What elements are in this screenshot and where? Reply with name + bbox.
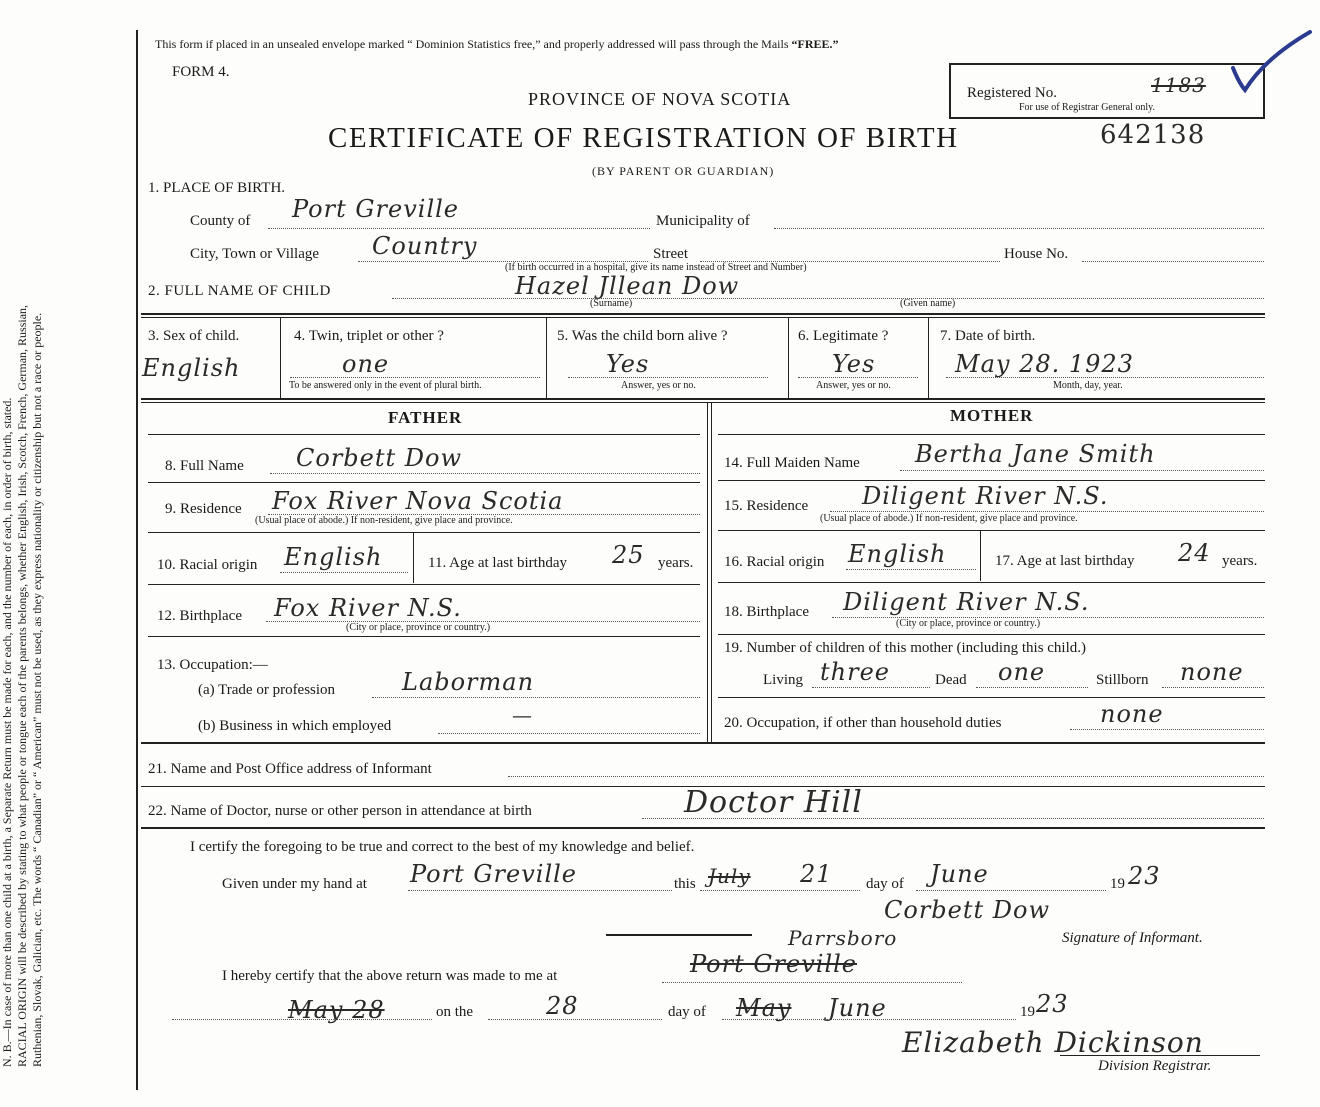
given-name-note: (Given name) [900,298,956,309]
registered-number-box [949,63,1265,119]
county-label: County of [190,213,251,229]
children-count-label: 19. Number of children of this mother (including this child.) [724,640,1087,656]
father-birthplace-label: 12. Birthplace [157,608,242,624]
alive-note: Answer, yes or no. [621,380,696,391]
alive-value: Yes [606,350,650,378]
dob-note: Month, day, year. [1053,380,1123,391]
informant-label: 21. Name and Post Office address of Informant [148,761,432,777]
given-place-value: Port Greville [410,860,578,888]
twin-label: 4. Twin, triplet or other ? [294,328,444,344]
sex-label: 3. Sex of child. [148,328,240,344]
father-birthplace-value: Fox River N.S. [274,594,462,622]
informant-signature-label: Signature of Informant. [1062,930,1203,946]
legitimate-label: 6. Legitimate ? [798,328,889,344]
mother-residence-label: 15. Residence [724,498,809,514]
father-race-label: 10. Racial origin [157,557,258,573]
form-number: FORM 4. [172,64,230,80]
business-label: (b) Business in which employed [198,718,392,734]
registrar-label: Division Registrar. [1098,1058,1212,1074]
page-title: CERTIFICATE OF REGISTRATION OF BIRTH [328,122,959,154]
postal-free: “FREE.” [791,37,839,51]
check-mark-icon [1225,28,1315,98]
reg-month-value: June [828,994,887,1022]
reg-year-prefix: 19 [1020,1004,1035,1020]
father-years-label: years. [658,555,694,571]
return-label: I hereby certify that the above return was made to me at [222,968,558,984]
father-age-label: 11. Age at last birthday [428,555,567,571]
mother-occupation-value: none [1100,700,1164,728]
street-label: Street [653,246,688,262]
registrar-use-note: For use of Registrar General only. [1019,102,1155,113]
father-age-value: 25 [612,541,645,569]
county-value: Port Greville [292,195,460,223]
mother-birthplace-value: Diligent River N.S. [843,588,1090,616]
father-race-value: English [284,543,383,571]
dob-value: May 28. 1923 [955,350,1134,378]
registered-value: 1183 [1151,73,1206,97]
trade-value: Laborman [402,668,535,696]
father-residence-label: 9. Residence [165,501,242,517]
reg-day-value: 28 [546,992,579,1020]
mother-birthplace-note: (City or place, province or country.) [896,618,1041,629]
margin-line-3: RACIAL ORIGIN will be described by stating to what people or tongue each of the parents belongs, whether English, Irish, Scotch, French, German, Russian, [15,304,29,1067]
house-label: House No. [1004,246,1069,262]
alive-label: 5. Was the child born alive ? [557,328,728,344]
given-under-label: Given under my hand at [222,876,367,892]
father-residence-value: Fox River Nova Scotia [272,487,564,515]
mother-occupation-label: 20. Occupation, if other than household duties [724,715,1002,731]
father-name-label: 8. Full Name [165,458,244,474]
mother-name-value: Bertha Jane Smith [915,440,1156,468]
mother-race-label: 16. Racial origin [724,554,825,570]
on-the-label: on the [436,1004,474,1020]
reg-year-value: 23 [1036,990,1069,1018]
mother-age-value: 24 [1178,539,1211,567]
twin-note: To be answered only in the event of plural birth. [289,380,482,391]
certificate-number: 642138 [1100,120,1206,150]
mother-name-label: 14. Full Maiden Name [724,455,860,471]
place-of-birth-label: 1. PLACE OF BIRTH. [148,180,286,196]
surname-note: (Surname) [590,298,633,309]
registered-label: Registered No. [967,85,1057,101]
business-value: — [512,703,533,727]
living-value: three [820,658,890,686]
return-place-above: Parrsboro [788,926,898,950]
dead-label: Dead [935,672,967,688]
given-year-prefix: 19 [1110,876,1125,892]
margin-line-4: Ruthenian, Slovak, Galician, etc. The words “ Canadian” or “ American” must not be used, as they express nationality or citizenship but not a race or people. [30,312,44,1067]
father-residence-note: (Usual place of abode.) If non-resident, give place and province. [255,515,513,526]
mother-age-label: 17. Age at last birthday [995,553,1135,569]
legitimate-value: Yes [832,350,876,378]
hospital-note: (If birth occurred in a hospital, give its name instead of Street and Number) [505,262,807,273]
this-label: this [674,876,696,892]
province-heading: PROVINCE OF NOVA SCOTIA [528,89,792,109]
reg-day-of-label: day of [668,1004,706,1020]
mother-residence-value: Diligent River N.S. [862,482,1109,510]
father-heading: FATHER [388,408,463,427]
informant-signature: Corbett Dow [884,896,1051,924]
stillborn-value: none [1180,658,1244,686]
father-occupation-label: 13. Occupation:— [157,657,268,673]
child-name-value: Hazel Jllean Dow [515,272,740,300]
city-value: Country [372,232,478,260]
father-name-value: Corbett Dow [296,444,463,472]
certify-statement: I certify the foregoing to be true and correct to the best of my knowledge and belief. [190,839,695,855]
sex-value: English [142,354,241,382]
living-label: Living [763,672,803,688]
municipality-label: Municipality of [656,213,750,229]
trade-label: (a) Trade or profession [198,682,336,698]
binding-margin-rule [136,30,138,1090]
dob-label: 7. Date of birth. [940,328,1036,344]
postal-note: This form if placed in an unsealed envelope marked “ Dominion Statistics free,” and properly addressed will pass through the Mails “FREE.” [155,37,839,51]
dead-value: one [998,658,1046,686]
return-place-value: Port Greville [690,950,858,978]
given-year-value: 23 [1128,862,1161,890]
reg-month-struck: May [736,994,792,1022]
mother-years-label: years. [1222,553,1258,569]
legitimate-note: Answer, yes or no. [816,380,891,391]
struck-reg-date: May 28 [288,996,385,1024]
mother-residence-note: (Usual place of abode.) If non-resident, give place and province. [820,513,1078,524]
mother-race-value: English [848,540,947,568]
margin-line-2: N. B.—In case of more than one child at a birth, a Separate Return must be made for each, and the number of each, in order of birth, stated. [0,397,14,1067]
mother-birthplace-label: 18. Birthplace [724,604,809,620]
margin-notes [0,17,45,1067]
child-name-label: 2. FULL NAME OF CHILD [148,283,331,299]
doctor-value: Doctor Hill [684,785,863,820]
struck-month: July [708,864,751,888]
city-label: City, Town or Village [190,246,320,262]
father-birthplace-note: (City or place, province or country.) [346,622,491,633]
given-day-of-label: day of [866,876,904,892]
registrar-signature: Elizabeth Dickinson [902,1026,1204,1059]
given-day-value: 21 [800,860,833,888]
twin-value: one [342,350,390,378]
mother-heading: MOTHER [950,406,1034,425]
stillborn-label: Stillborn [1096,672,1149,688]
given-month-value: June [930,860,989,888]
page-subtitle: (BY PARENT OR GUARDIAN) [592,164,775,178]
doctor-label: 22. Name of Doctor, nurse or other person in attendance at birth [148,803,532,819]
